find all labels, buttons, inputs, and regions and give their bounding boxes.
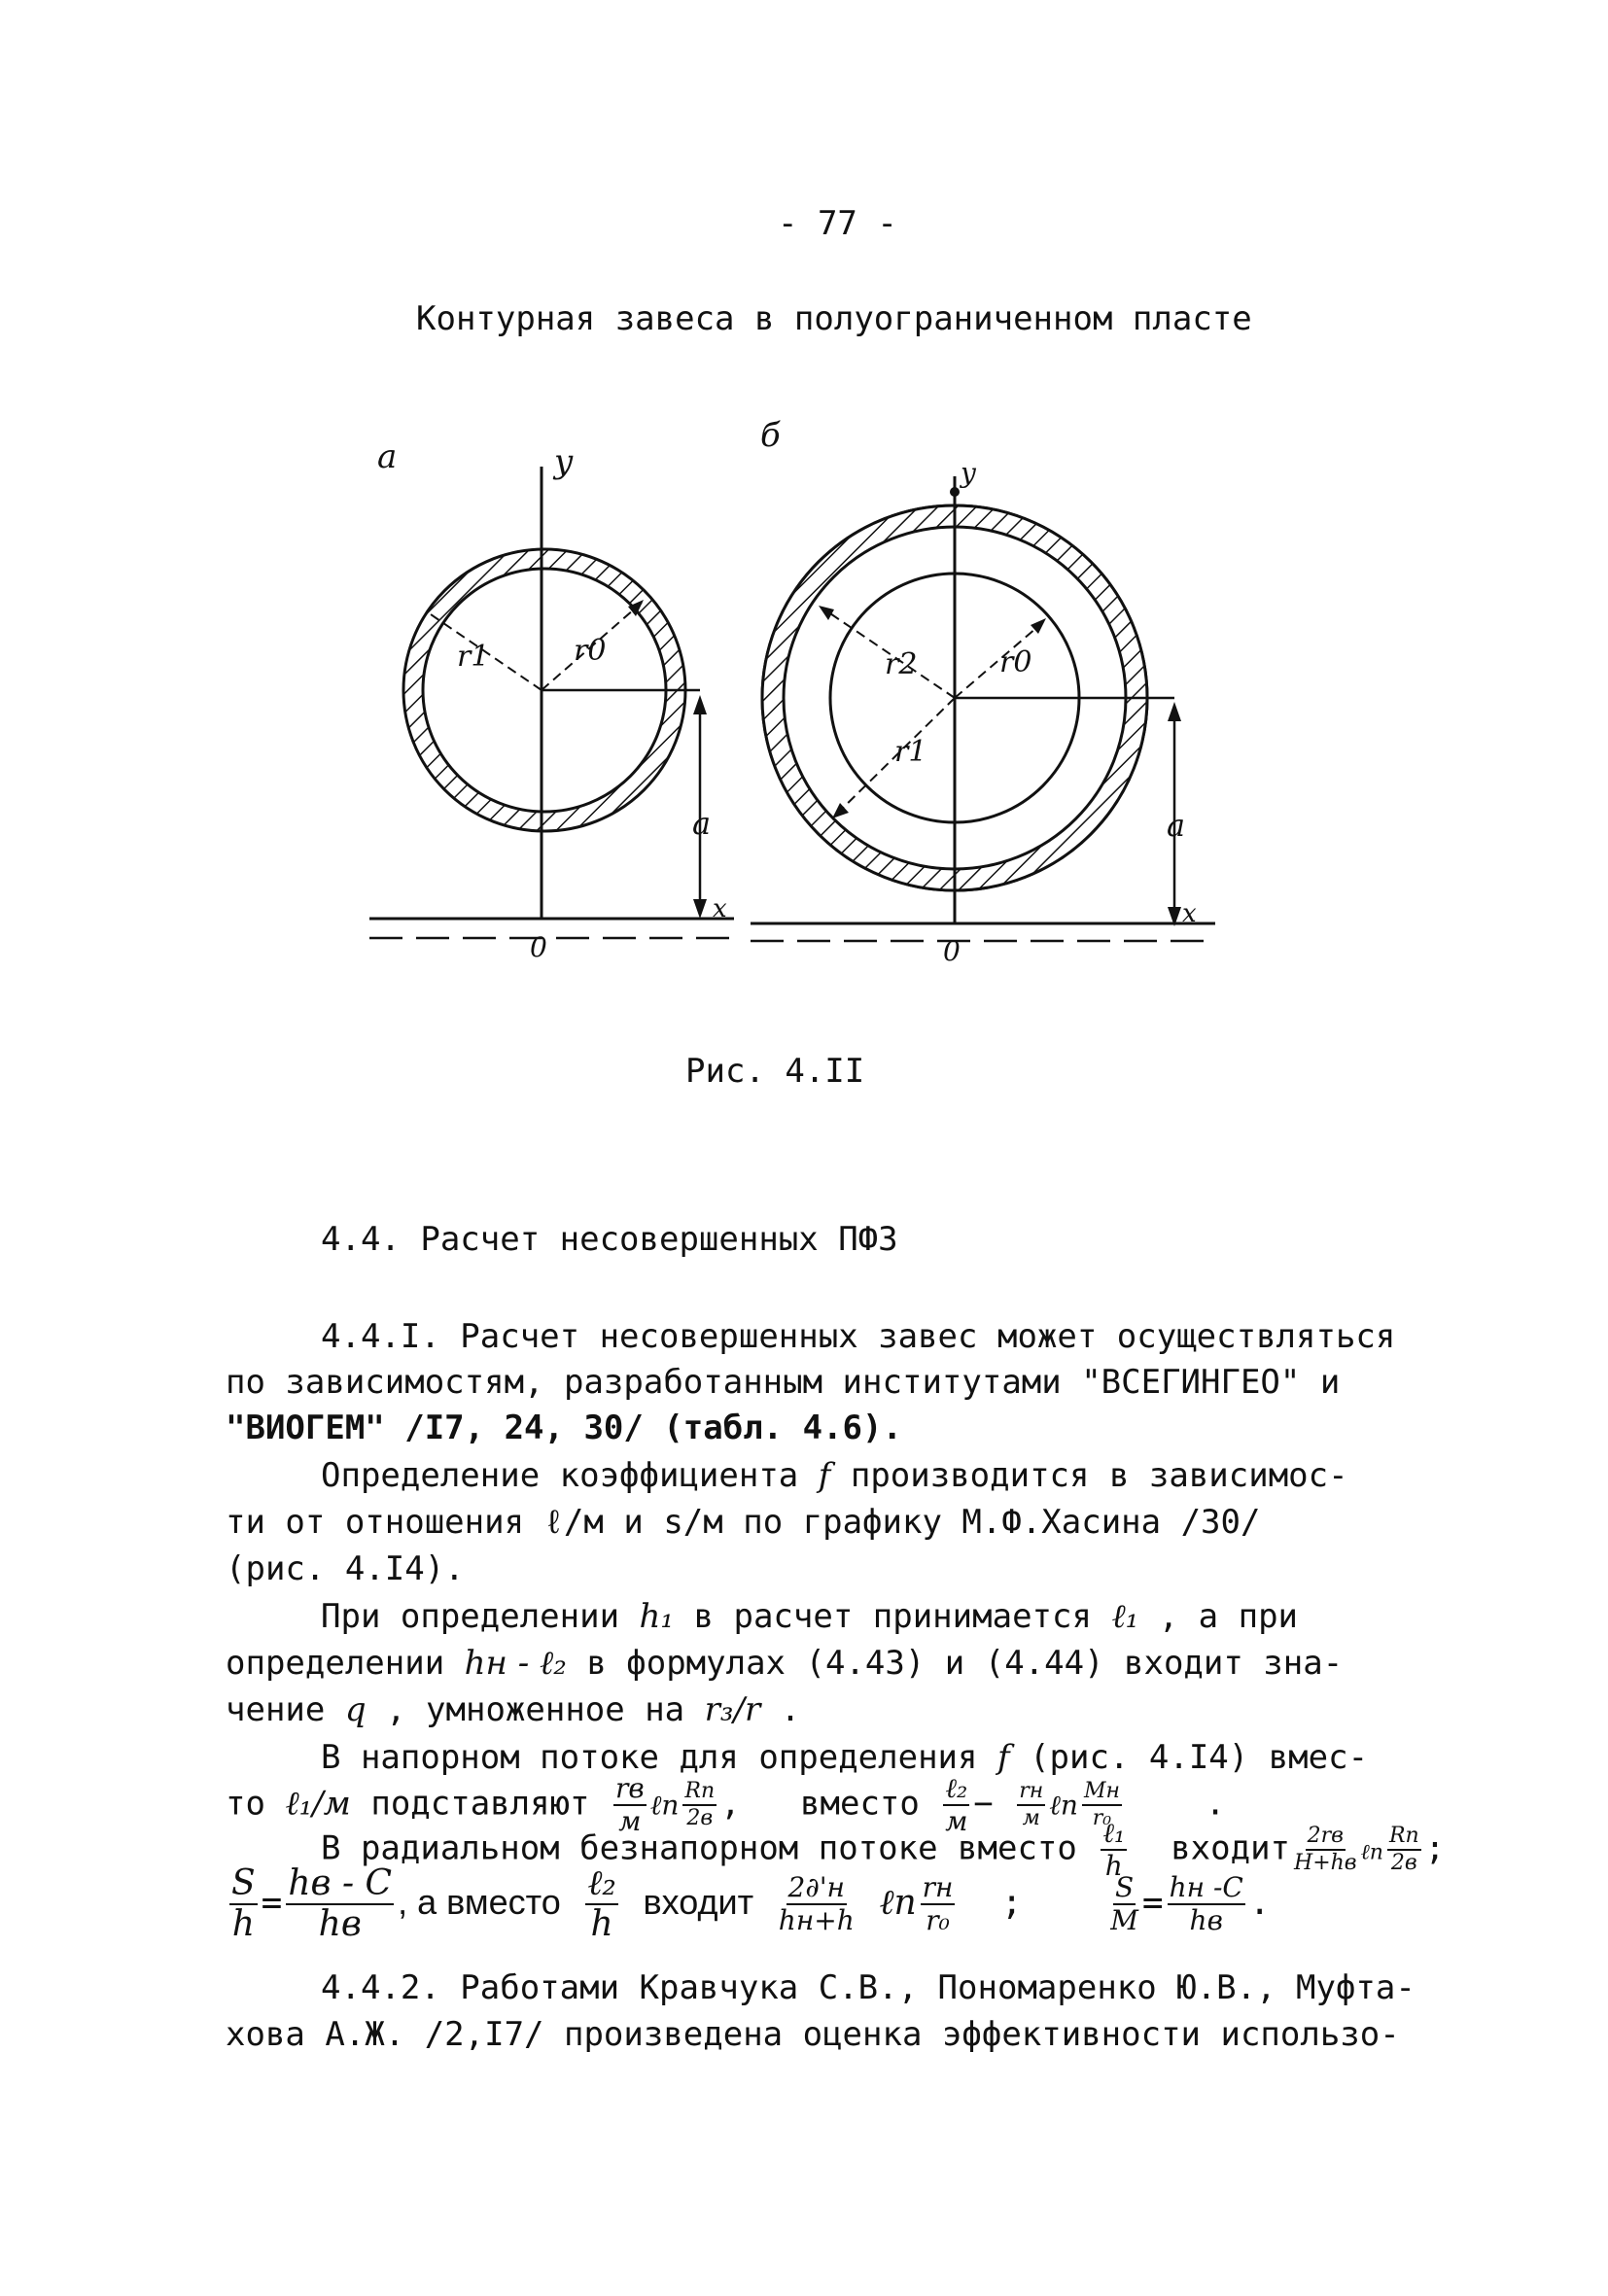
p2-line2: ти от отношения ℓ/м и s/м по графику М.Ф.Хасина /30/ <box>226 1503 1261 1542</box>
p6-line2: хова А.Ж. /2,I7/ произведена оценка эффективности использо- <box>226 2015 1400 2054</box>
panel-b-a-arrow-top <box>1168 702 1181 721</box>
figure-caption: Рис. 4.II <box>685 1052 865 1091</box>
panel-b-origin-label: 0 <box>943 935 961 967</box>
panel-a-x-label: x <box>713 894 727 923</box>
p5-line2: $\frac{S}{h}$ = $\frac{hв - C}{hв}$ , а вместо $\frac{\text{ℓ₂}}{h}$ входит $\frac{2\partial'н}{hн+h}$ ℓn $\frac{rн}{\text{r₀}}$ ; $\frac{S}{M}$ = $\frac{hн -C}{hв}$ . <box>231 1863 1271 1944</box>
panel-b-top-dot <box>950 487 960 497</box>
panel-b-r1-label: r1 <box>894 735 927 769</box>
p4-line2: то ℓ₁/м подставляют $\frac{rв}{м}$ ℓn $\frac{Rп}{2в}$ , вместо $\frac{\text{ℓ₂}}{м}$ − $\frac{rн}{м}$ ℓn $\frac{Mн}{\text{r₀}}$ . <box>226 1772 1226 1837</box>
panel-a-a-arrow-top <box>693 695 707 714</box>
panel-b-y-label: y <box>961 457 976 489</box>
panel-a-origin-label: 0 <box>530 931 547 963</box>
page-number: - 77 - <box>778 204 897 243</box>
section-heading: 4.4. Расчет несовершенных ПФЗ <box>321 1220 898 1259</box>
panel-a-a-arrow-bottom <box>693 899 707 919</box>
panel-a-r1-label: r1 <box>457 640 490 674</box>
figure-title: Контурная завеса в полуограниченном пласте <box>416 299 1252 338</box>
p1-line1: 4.4.I. Расчет несовершенных завес может осуществляться <box>321 1317 1396 1356</box>
p4-line1: В напорном потоке для определения f (рис. 4.I4) вмес- <box>321 1738 1369 1777</box>
coef-f: f <box>818 1456 831 1495</box>
panel-a-a-label: a <box>692 805 712 842</box>
p2-line3: (рис. 4.I4). <box>226 1549 465 1588</box>
panel-a-r0-label: r0 <box>574 634 607 668</box>
p3-line2: определении hн - ℓ₂ в формулах (4.43) и (4.44) входит зна- <box>226 1644 1344 1683</box>
p1-line2: по зависимостям, разработанным институтами "ВСЕГИНГЕО" и <box>226 1363 1341 1402</box>
p5-line1: В радиальном безнапорном потоке вместо $\frac{\text{ℓ₁}}{h}$ входит $\frac{2rв}{H+hв}$ ℓn $\frac{Rп}{2в}$ ; <box>321 1817 1446 1882</box>
panel-b-r0-label: r0 <box>999 645 1032 679</box>
panel-b-a-label: a <box>1167 807 1186 844</box>
panel-a-y-label: y <box>554 442 574 481</box>
p6-line1: 4.4.2. Работами Кравчука С.В., Пономаренко Ю.В., Муфта- <box>321 1968 1416 2007</box>
panel-b-x-label: x <box>1182 899 1197 928</box>
p3-line1: При определении h₁ в расчет принимается ℓ₁ , а при <box>321 1597 1299 1636</box>
panel-b-r2-label: r2 <box>885 647 918 681</box>
p2-line1: Определение коэффициента f производится в зависимос- <box>321 1456 1348 1495</box>
panel-b-label: б <box>760 416 781 455</box>
panel-a-label: а <box>377 437 398 476</box>
p1-line3: "ВИОГЕМ" /I7, 24, 30/ (табл. 4.6). <box>226 1409 902 1447</box>
p3-line3: чение q , умноженное на r₃/r . <box>226 1690 801 1729</box>
